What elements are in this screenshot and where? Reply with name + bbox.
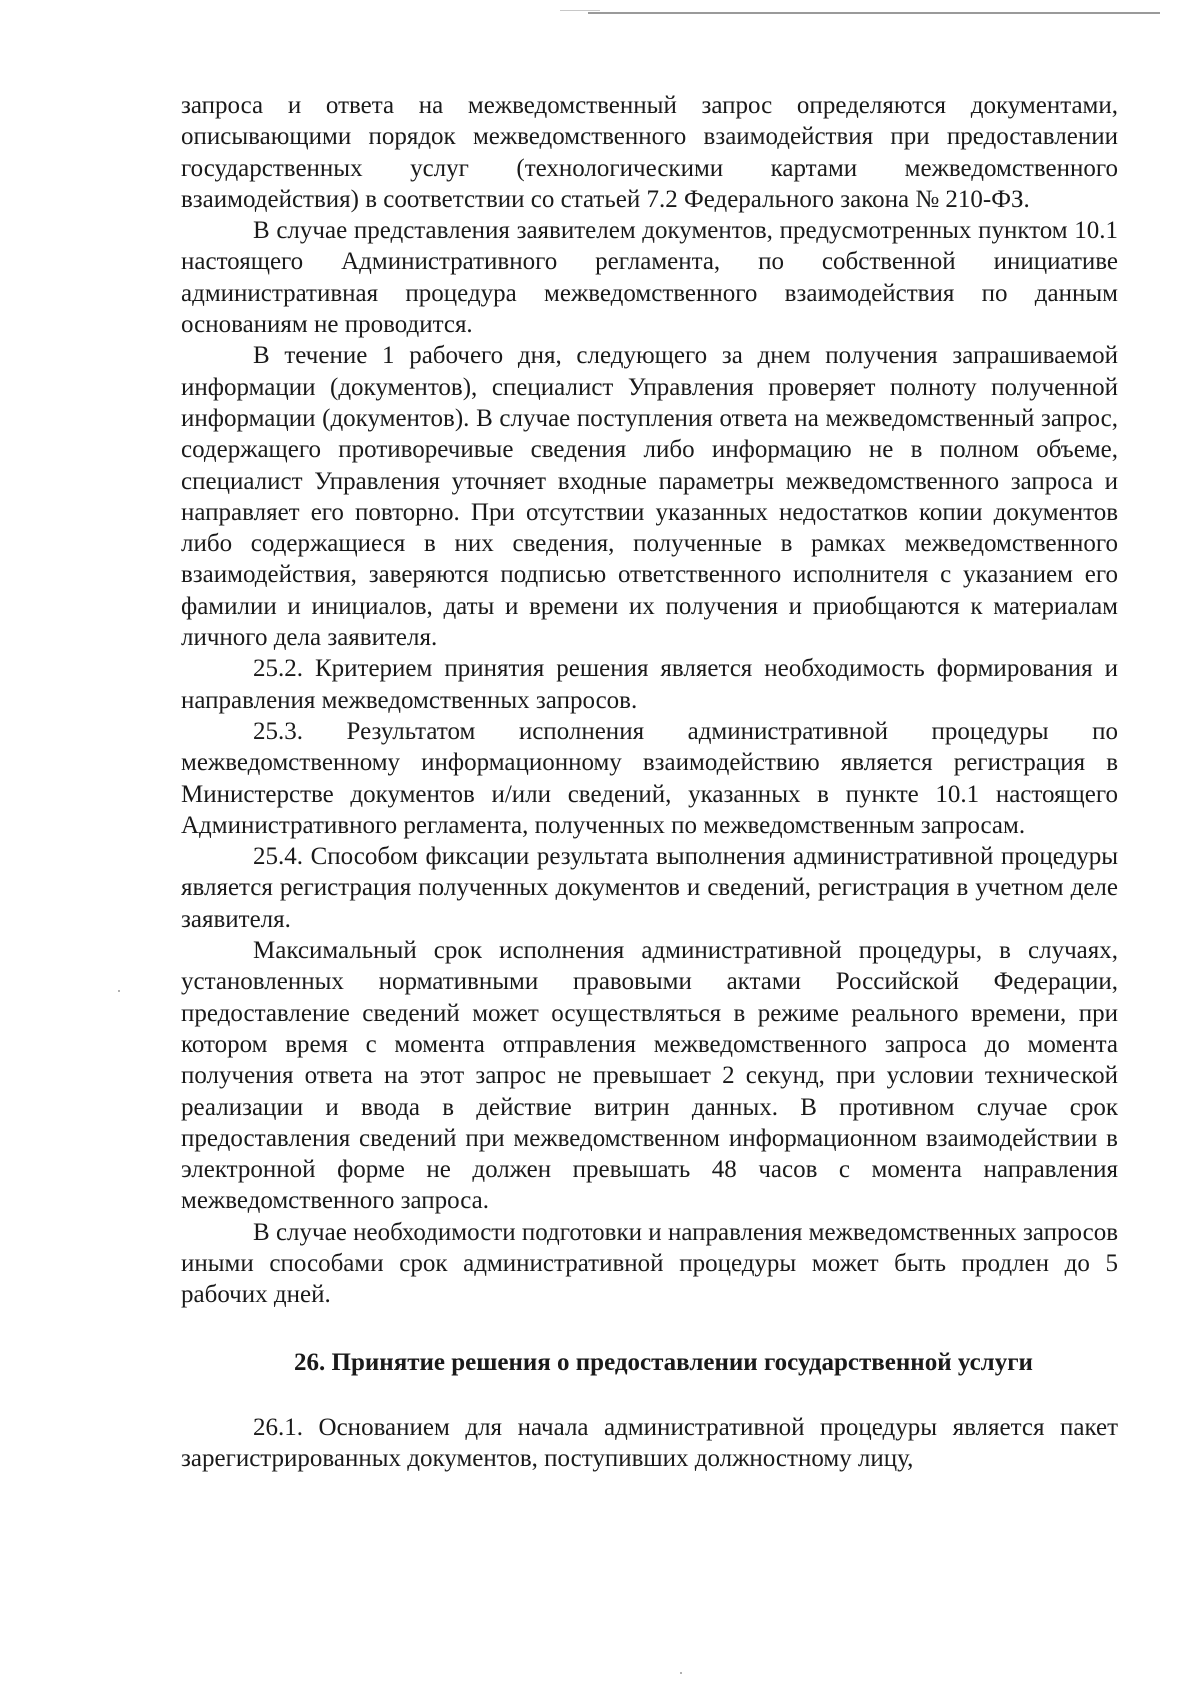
paragraph-25-2: 25.2. Критерием принятия решения является необходимость формирования и направления межведомственных запросов.: [181, 655, 1118, 714]
scan-edge-mark: [560, 10, 600, 11]
paragraph-extension: В случае необходимости подготовки и направления межведомственных запросов иными способами срок административной процедуры может быть продлен до 5 рабочих дней.: [181, 1218, 1118, 1309]
paragraph-continuation: запроса и ответа на межведомственный запрос определяются документами, описывающими порядок межведомственного взаимодействия при предоставлении государственных услуг (технологическими картами межведомственного взаимодействия) в соответствии со статьей 7.2 Федерального закона № 210-ФЗ.: [181, 92, 1118, 213]
paragraph-verification: В течение 1 рабочего дня, следующего за днем получения запрашиваемой информации (документов), специалист Управления проверяет полноту полученной информации (документов). В случае поступления ответа на межведомственный запрос, содержащего противоречивые сведения либо информацию не в полном объеме, специалист Управления уточняет входные параметры межведомственного запроса и направляет его повторно. При отсутствии указанных недостатков копии документов либо содержащиеся в них сведения, полученные в рамках межведомственного взаимодействия, заверяются подписью ответственного исполнителя с указанием его фамилии и инициалов, даты и времени их получения и приобщаются к материалам личного дела заявителя.: [181, 342, 1118, 652]
paragraph-own-initiative: В случае представления заявителем документов, предусмотренных пунктом 10.1 настоящего Административного регламента, по собственной инициативе административная процедура межведомственного взаимодействия по данным основаниям не проводится.: [181, 217, 1118, 339]
paragraph-25-4: 25.4. Способом фиксации результата выполнения административной процедуры является регистрация полученных документов и сведений, регистрация в учетном деле заявителя.: [181, 843, 1118, 933]
paragraph-25-3: 25.3. Результатом исполнения административной процедуры по межведомственному информационному взаимодействию является регистрация в Министерстве документов и/или сведений, указанных в пункте 10.1 настоящего Административного регламента, полученных по межведомственным запросам.: [181, 717, 1118, 839]
top-edge-rule: [588, 12, 1160, 14]
scan-speck: [680, 1672, 682, 1674]
paragraph-max-term: Максимальный срок исполнения административной процедуры, в случаях, установленных нормативными правовыми актами Российской Федерации, предоставление сведений может осуществляться в режиме реального времени, при котором время с момента отправления межведомственного запроса до момента получения ответа на этот запрос не превышает 2 секунд, при условии технической реализации и ввода в действие витрин данных. В противном случае срок предоставления сведений при межведомственном информационном взаимодействии в электронной форме не должен превышать 48 часов с момента направления межведомственного запроса.: [181, 937, 1118, 1215]
paragraph-26-1: 26.1. Основанием для начала административной процедуры является пакет зарегистрированных документов, поступивших должностному лицу,: [181, 1413, 1118, 1472]
document-body: [181, 90, 1118, 1474]
section-heading-26: 26. Принятие решения о предоставлении государственной услуги: [294, 1348, 1033, 1376]
scan-speck: [118, 990, 120, 992]
